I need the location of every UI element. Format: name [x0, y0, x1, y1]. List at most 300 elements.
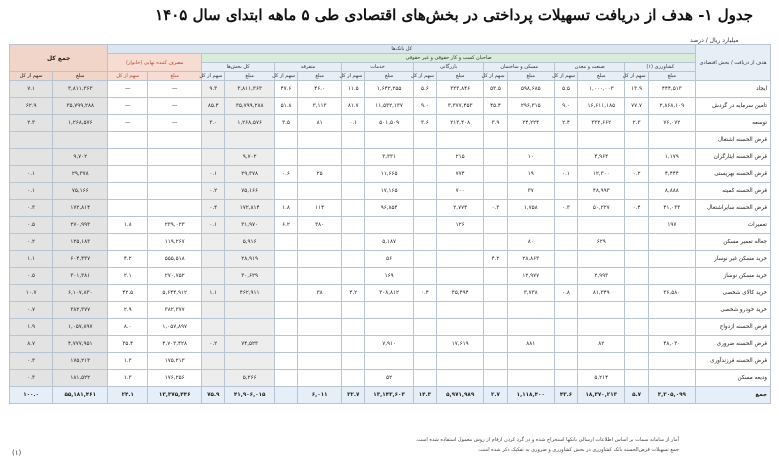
cell-share: ۵.۵: [554, 81, 577, 98]
cell-amount: ۲۱۳,۴۰۸: [436, 115, 483, 132]
cell-amount: [436, 370, 483, 387]
cell-amount: ۳,۸۱۱,۳۶۳: [225, 81, 275, 98]
cell-amount: ۱۸۱,۵۲۲: [53, 370, 108, 387]
cell-share: [413, 336, 436, 353]
cell-share: [484, 353, 507, 370]
cell-amount: ۱,۲۶۸,۵۷۶: [225, 115, 275, 132]
cell-amount: [148, 132, 202, 149]
cell-amount: —: [148, 81, 202, 98]
cell-share: [413, 268, 436, 285]
cell-amount: ۱۷,۱۶۵: [365, 183, 414, 200]
cell-amount: [298, 302, 342, 319]
table-row: [10, 319, 771, 336]
facilities-table: [9, 44, 771, 404]
cell-share: [342, 132, 365, 149]
cell-amount: ۹,۷۰۲: [225, 149, 275, 166]
cell-amount: ۱۷۲,۸۱۴: [225, 200, 275, 217]
cell-amount: ۱۷۶,۲۵۶: [148, 370, 202, 387]
cell-amount: ۱۶۹: [365, 268, 414, 285]
cell-share: [202, 234, 225, 251]
cell-share: [108, 234, 148, 251]
cell-amount: ۱۸,۳۷۰,۲۱۳: [578, 387, 625, 404]
axis-header: هدف از دریافت / بخش اقتصادی: [696, 45, 771, 81]
cell-share: ۰.۱: [202, 217, 225, 234]
subheader-row: [10, 72, 771, 81]
cell-share: [413, 353, 436, 370]
table-row: [10, 81, 771, 98]
cell-share: [484, 302, 507, 319]
cell-share: ۰.۳: [10, 370, 53, 387]
cell-amount: ۴۱,۹۰۶,۰۱۵: [225, 387, 275, 404]
cell-amount: ۳۸۲,۳۷۷: [148, 302, 202, 319]
cell-amount: [648, 234, 695, 251]
cell-share: [202, 370, 225, 387]
table-row: [10, 183, 771, 200]
cell-share: [342, 234, 365, 251]
cell-amount: [436, 251, 483, 268]
cell-share: [413, 166, 436, 183]
cell-share: [413, 200, 436, 217]
header-grand-total: جمع کل: [10, 45, 108, 72]
cell-share: ۴.۲: [108, 251, 148, 268]
cell-amount: ۵۹۸,۶۸۵: [507, 81, 554, 98]
cell-share: [202, 251, 225, 268]
cell-share: ۷۵.۹: [202, 387, 225, 404]
cell-amount: ۵۲: [365, 370, 414, 387]
cell-share: ۲.۹: [108, 302, 148, 319]
cell-amount: ۳۱,۹۷۰: [225, 217, 275, 234]
cell-share: [554, 217, 577, 234]
cell-amount: [578, 132, 625, 149]
cell-amount: ۱,۰۵۷,۸۹۷: [148, 319, 202, 336]
cell-amount: [148, 166, 202, 183]
cell-amount: [648, 353, 695, 370]
cell-amount: ۶۰۴,۴۳۷: [53, 251, 108, 268]
cell-share: —: [108, 115, 148, 132]
table-title: جدول ۱- هدف از دریافت تسهیلات پرداختی در بخش‌های اقتصادی طی ۵ ماهه ابتدای سال ۱۴۰۵: [155, 6, 753, 24]
cell-amount: ۳۸: [298, 285, 342, 302]
cell-share: ۰.۳: [10, 353, 53, 370]
row-label: قرض الحسنه سایراشتغال: [696, 200, 771, 217]
subheader-amount: مبلغ: [53, 72, 108, 81]
header-sector-services: خدمات: [342, 63, 414, 72]
cell-amount: [148, 200, 202, 217]
cell-amount: ۲۸,۹۱۹: [225, 251, 275, 268]
cell-amount: ۴۴۴,۵۱۳: [648, 81, 695, 98]
cell-share: [10, 149, 53, 166]
cell-share: ۱.۳: [108, 353, 148, 370]
cell-amount: [365, 217, 414, 234]
cell-share: [108, 149, 148, 166]
row-label: تامین سرمایه در گردش: [696, 98, 771, 115]
header-sector-industry: صنعت و معدن: [554, 63, 625, 72]
row-label: ایجاد: [696, 81, 771, 98]
cell-share: [202, 149, 225, 166]
cell-share: [413, 319, 436, 336]
cell-amount: [298, 370, 342, 387]
cell-share: [484, 234, 507, 251]
cell-share: —: [108, 98, 148, 115]
cell-amount: ۲۹۶,۳۱۵: [507, 98, 554, 115]
cell-share: [484, 217, 507, 234]
cell-share: ۰.۳: [484, 200, 507, 217]
cell-amount: ۱۹۷: [648, 217, 695, 234]
cell-share: [625, 302, 648, 319]
subheader-amount: مبلغ: [365, 72, 414, 81]
cell-share: ۴۷.۶: [274, 81, 297, 98]
cell-amount: [365, 353, 414, 370]
cell-share: [342, 336, 365, 353]
header-sector-misc: متفرقه: [274, 63, 341, 72]
cell-amount: ۵۵۵,۵۱۸: [148, 251, 202, 268]
cell-share: ۰.۱: [10, 166, 53, 183]
cell-amount: ۱۹: [507, 166, 554, 183]
cell-share: ۰.۵: [10, 268, 53, 285]
cell-amount: ۳,۷۳۸: [507, 285, 554, 302]
cell-share: [274, 387, 297, 404]
row-label: قرض الحسنه کمیته: [696, 183, 771, 200]
cell-amount: [578, 217, 625, 234]
cell-amount: [648, 370, 695, 387]
cell-share: [274, 251, 297, 268]
subheader-share: سهم از کل: [413, 72, 436, 81]
row-label: خرید خودرو شخصی: [696, 302, 771, 319]
cell-share: ۱.۹: [10, 319, 53, 336]
cell-amount: ۶۲۹: [578, 234, 625, 251]
cell-amount: ۴,۴۴۴: [648, 166, 695, 183]
cell-amount: ۱۷۵,۲۱۳: [148, 353, 202, 370]
cell-share: ۱۰۰.۰: [10, 387, 53, 404]
cell-amount: [225, 302, 275, 319]
cell-share: ۱.۸: [108, 217, 148, 234]
cell-share: [625, 251, 648, 268]
cell-amount: ۱۱,۵۳۲,۱۳۷: [365, 98, 414, 115]
cell-share: [342, 149, 365, 166]
subheader-share: سهم از کل: [342, 72, 365, 81]
cell-share: ۱.۱: [10, 251, 53, 268]
cell-share: ۳.۶: [413, 115, 436, 132]
cell-share: [413, 370, 436, 387]
cell-amount: [578, 353, 625, 370]
cell-amount: [148, 183, 202, 200]
row-label: قرض الحسنه ضروری: [696, 336, 771, 353]
cell-amount: ۳۸۲,۳۷۷: [53, 302, 108, 319]
footnote-source: آمار از سامانه سمات بر اساس اطلاعات ارسالی بانکها استخراج شده و در گرد کردن ارقام از روش معمول استفاده شده است.: [415, 437, 679, 443]
subheader-amount: مبلغ: [507, 72, 554, 81]
cell-amount: [298, 319, 342, 336]
cell-amount: ۲۵: [298, 166, 342, 183]
cell-amount: ۵,۱۸۷: [365, 234, 414, 251]
cell-amount: ۱,۰۵۷,۸۹۷: [53, 319, 108, 336]
cell-share: ۵۳.۵: [484, 81, 507, 98]
cell-amount: ۱۳,۱۴۳,۶۰۳: [365, 387, 414, 404]
row-label: قرض الحسنه بهزیستی: [696, 166, 771, 183]
table-row: [10, 132, 771, 149]
table-row: [10, 251, 771, 268]
cell-share: ۰.۲: [202, 336, 225, 353]
cell-share: —: [108, 81, 148, 98]
cell-share: ۱.۳: [108, 370, 148, 387]
cell-amount: ۲۹,۳۷۸: [53, 166, 108, 183]
cell-share: ۹.۰: [554, 98, 577, 115]
cell-amount: [507, 217, 554, 234]
cell-amount: ۸۰: [507, 234, 554, 251]
cell-share: ۲.۷: [484, 387, 507, 404]
cell-amount: ۳۲۳,۸۴۶: [436, 81, 483, 98]
subheader-share: سهم از کل: [625, 72, 648, 81]
cell-amount: —: [148, 98, 202, 115]
cell-amount: ۸۱,۳۴۹: [578, 285, 625, 302]
cell-share: [342, 353, 365, 370]
cell-share: [484, 268, 507, 285]
table-row: [10, 268, 771, 285]
cell-amount: ۱۱,۶۶۵: [365, 166, 414, 183]
cell-amount: ۸۸۱: [507, 336, 554, 353]
cell-amount: ۵۰,۳۲۷: [578, 200, 625, 217]
cell-share: ۶.۲: [274, 217, 297, 234]
cell-amount: ۲۷۰,۷۵۲: [148, 268, 202, 285]
cell-amount: ۲۳۹,۰۲۳: [148, 217, 202, 234]
cell-amount: [436, 234, 483, 251]
table-body: [10, 81, 771, 404]
cell-share: [554, 319, 577, 336]
cell-share: [554, 302, 577, 319]
cell-amount: ۱,۱۷۹: [648, 149, 695, 166]
cell-amount: ۷۷۴: [436, 166, 483, 183]
cell-share: [554, 370, 577, 387]
cell-share: ۵۱.۸: [274, 98, 297, 115]
cell-share: [202, 353, 225, 370]
cell-amount: ۱۷,۶۱۹: [436, 336, 483, 353]
cell-amount: ۴,۷۷۷,۹۵۱: [53, 336, 108, 353]
cell-amount: ۱۲۵,۱۸۳: [53, 234, 108, 251]
cell-share: [554, 268, 577, 285]
row-label: قرض الحسنه اشتغال: [696, 132, 771, 149]
cell-amount: ۹۶,۸۵۴: [365, 200, 414, 217]
cell-amount: ۸۲: [578, 336, 625, 353]
cell-share: [342, 370, 365, 387]
cell-share: ۰.۱: [202, 166, 225, 183]
cell-share: [274, 336, 297, 353]
cell-share: [625, 285, 648, 302]
cell-share: ۰.۳: [10, 200, 53, 217]
subheader-amount: مبلغ: [578, 72, 625, 81]
cell-share: ۵.۷: [625, 387, 648, 404]
cell-share: [554, 234, 577, 251]
cell-share: [413, 234, 436, 251]
table-row: [10, 370, 771, 387]
cell-share: [484, 336, 507, 353]
cell-amount: ۲۹,۳۷۸: [225, 166, 275, 183]
cell-amount: [507, 353, 554, 370]
row-label: ودیعه مسکن: [696, 370, 771, 387]
cell-amount: [298, 132, 342, 149]
cell-amount: ۲,۹۹۳: [578, 268, 625, 285]
header-all-banks: کل بانک‌ها: [108, 45, 696, 54]
cell-amount: ۳۵,۷۹۹,۲۸۸: [225, 98, 275, 115]
cell-amount: ۷,۹۱۰: [365, 336, 414, 353]
cell-amount: ۳,۸۱۱,۳۶۳: [53, 81, 108, 98]
cell-amount: ۴۸,۰۳۰: [648, 336, 695, 353]
cell-share: [554, 132, 577, 149]
cell-share: ۵.۶: [413, 81, 436, 98]
cell-share: [202, 302, 225, 319]
cell-share: [274, 132, 297, 149]
cell-share: ۴۲.۵: [108, 285, 148, 302]
cell-share: ۲.۳: [625, 115, 648, 132]
cell-amount: ۲۴,۲۲۴: [507, 115, 554, 132]
cell-amount: [648, 302, 695, 319]
cell-amount: ۵,۶۴۴,۹۱۲: [148, 285, 202, 302]
cell-amount: ۳۵,۷۹۹,۲۸۸: [53, 98, 108, 115]
table-row: [10, 234, 771, 251]
cell-amount: ۶,۱۰۷,۸۳۰: [53, 285, 108, 302]
subheader-share: سهم از کل: [484, 72, 507, 81]
cell-amount: [365, 319, 414, 336]
cell-share: [342, 319, 365, 336]
cell-amount: ۱,۰۰۰,۰۰۳: [578, 81, 625, 98]
unit-label: میلیارد ریال / درصد: [690, 37, 739, 44]
row-label: خرید مسکن غیر نوساز: [696, 251, 771, 268]
cell-share: ۰.۴: [625, 200, 648, 217]
cell-amount: ۱,۷۵۸: [507, 200, 554, 217]
cell-amount: [53, 132, 108, 149]
cell-share: [108, 166, 148, 183]
cell-amount: ۲۱۵: [436, 149, 483, 166]
cell-share: [274, 370, 297, 387]
cell-share: ۳.۰: [202, 115, 225, 132]
table-row: [10, 353, 771, 370]
cell-share: ۴.۲: [484, 251, 507, 268]
cell-share: ۰.۱: [10, 183, 53, 200]
cell-share: [342, 302, 365, 319]
cell-share: ۱.۱: [202, 285, 225, 302]
cell-share: [484, 149, 507, 166]
cell-share: [625, 336, 648, 353]
cell-amount: ۱۶,۶۱۱,۱۸۵: [578, 98, 625, 115]
cell-share: [108, 183, 148, 200]
table-row: [10, 302, 771, 319]
table-row: [10, 200, 771, 217]
cell-share: [342, 251, 365, 268]
cell-share: ۰.۱: [554, 166, 577, 183]
cell-amount: [298, 268, 342, 285]
cell-amount: ۵,۲۶۶: [225, 370, 275, 387]
cell-share: [274, 268, 297, 285]
cell-amount: ۳۸۰: [298, 217, 342, 234]
cell-share: [484, 132, 507, 149]
cell-share: ۸۵.۴: [202, 98, 225, 115]
row-label: خرید مسکن نوساز: [696, 268, 771, 285]
subheader-share: سهم از کل: [554, 72, 577, 81]
subheader-amount: مبلغ: [436, 72, 483, 81]
cell-share: ۳۵.۴: [108, 336, 148, 353]
cell-share: ۲۴.۱: [108, 387, 148, 404]
subheader-amount: مبلغ: [298, 72, 342, 81]
cell-share: ۳۲.۷: [342, 387, 365, 404]
cell-share: [625, 234, 648, 251]
cell-amount: [507, 319, 554, 336]
cell-amount: ۷۴,۵۲۳: [225, 336, 275, 353]
cell-share: [625, 319, 648, 336]
cell-amount: ۱۷۲,۸۱۴: [53, 200, 108, 217]
cell-amount: ۱,۶۴۲,۲۵۵: [365, 81, 414, 98]
cell-share: [274, 234, 297, 251]
cell-share: [625, 217, 648, 234]
header-business: صاحبان کسب و کار حقوقی و غیر حقوقی: [202, 54, 696, 63]
cell-amount: ۵,۹۱۶: [225, 234, 275, 251]
cell-share: [274, 353, 297, 370]
cell-share: [202, 319, 225, 336]
subheader-share: سهم از کل: [108, 72, 148, 81]
table-row: [10, 149, 771, 166]
table-row: [10, 217, 771, 234]
cell-amount: [298, 183, 342, 200]
cell-share: [274, 183, 297, 200]
cell-amount: [298, 251, 342, 268]
cell-share: [484, 183, 507, 200]
cell-amount: ۴۶۲,۹۱۱: [225, 285, 275, 302]
cell-amount: ۴,۷۰۳,۴۲۸: [148, 336, 202, 353]
cell-share: ۰.۱: [342, 115, 365, 132]
subheader-amount: مبلغ: [648, 72, 695, 81]
cell-amount: [578, 319, 625, 336]
cell-share: [554, 353, 577, 370]
cell-share: [413, 183, 436, 200]
cell-amount: [436, 302, 483, 319]
header-sector-all: کل بخش‌ها: [202, 63, 275, 72]
cell-amount: [148, 149, 202, 166]
cell-amount: ۳۰,۶۲۹: [225, 268, 275, 285]
cell-share: ۳.۵: [274, 115, 297, 132]
cell-share: ۸.۰: [108, 319, 148, 336]
table-row: [10, 98, 771, 115]
cell-share: ۰.۲: [10, 234, 53, 251]
cell-share: ۳.۹: [484, 115, 507, 132]
cell-share: [625, 353, 648, 370]
subheader-amount: مبلغ: [225, 72, 275, 81]
row-label: تعمیرات: [696, 217, 771, 234]
cell-amount: ۱۲,۳۰۰: [578, 166, 625, 183]
cell-amount: ۵۰۱,۵۰۹: [365, 115, 414, 132]
table-row: [10, 285, 771, 302]
cell-share: ۱۳.۹: [625, 81, 648, 98]
table-row: [10, 387, 771, 404]
cell-amount: ۷۵,۱۶۶: [53, 183, 108, 200]
cell-share: [625, 149, 648, 166]
cell-amount: [436, 132, 483, 149]
cell-share: ۴.۲: [342, 285, 365, 302]
cell-amount: [365, 132, 414, 149]
cell-amount: ۲,۷۷۴: [436, 200, 483, 217]
cell-amount: [225, 132, 275, 149]
cell-amount: ۵۵,۱۸۱,۴۶۱: [53, 387, 108, 404]
cell-amount: ۴۸,۹۹۳: [578, 183, 625, 200]
cell-amount: [648, 319, 695, 336]
cell-share: [554, 336, 577, 353]
cell-share: ۰.۷: [10, 302, 53, 319]
cell-amount: ۱۲۶: [436, 217, 483, 234]
cell-share: [10, 132, 53, 149]
row-label: خرید کالای شخصی: [696, 285, 771, 302]
cell-share: [342, 200, 365, 217]
cell-share: [413, 217, 436, 234]
cell-amount: [225, 353, 275, 370]
cell-amount: ۱۱۹,۲۶۷: [148, 234, 202, 251]
cell-amount: ۸,۸۸۸: [648, 183, 695, 200]
cell-share: [108, 200, 148, 217]
cell-amount: [436, 319, 483, 336]
